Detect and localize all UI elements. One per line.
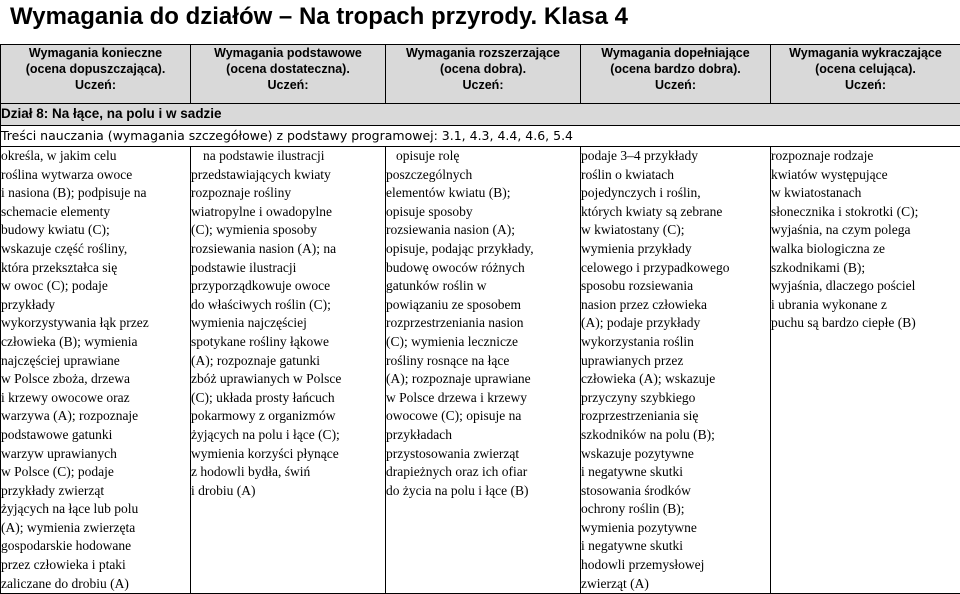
requirement-line: w Polsce zboża, drzewa (1, 370, 190, 389)
requirement-line: do właściwych roślin (C); (191, 296, 385, 315)
requirement-line: która przekształca się (1, 259, 190, 278)
requirement-line: podaje 3–4 przykłady (581, 147, 770, 166)
requirement-line: wymienia najczęściej (191, 314, 385, 333)
header-cell-wykraczajace (771, 45, 960, 104)
curriculum-text: Treści nauczania (wymagania szczegółowe) z podstawy programowej: 3.1, 4.3, 4.4, 4.6, 5.4 (1, 126, 960, 147)
requirement-line: gospodarskie hodowane (1, 537, 190, 556)
requirement-line: z hodowli bydła, świń (191, 463, 385, 482)
requirement-line: roślina wytwarza owoce (1, 166, 190, 185)
requirement-line: przystosowania zwierząt (386, 445, 580, 464)
requirement-line: szkodnikami (B); (771, 259, 960, 278)
header-grade: (ocena dopuszczająca). (1, 61, 190, 77)
requirement-line: wyjaśnia, dlaczego pościel (771, 277, 960, 296)
requirement-line: (A); wymienia zwierzęta (1, 519, 190, 538)
requirement-line: w kwiatostany (C); (581, 221, 770, 240)
header-student: Uczeń: (771, 77, 960, 93)
requirement-line: przedstawiających kwiaty (191, 166, 385, 185)
requirements-cell-wykraczajace (771, 147, 960, 594)
requirement-line: zaliczane do drobiu (A) (1, 575, 190, 594)
requirement-line: (C); układa prosty łańcuch (191, 389, 385, 408)
requirement-line: kwiatów występujące (771, 166, 960, 185)
requirement-line: przez człowieka i ptaki (1, 556, 190, 575)
header-cell-podstawowe (191, 45, 386, 104)
requirement-line: owocowe (C); opisuje na (386, 407, 580, 426)
requirement-line: wskazuje pozytywne (581, 445, 770, 464)
requirement-line: celowego i przypadkowego (581, 259, 770, 278)
requirement-line: uprawianych przez (581, 352, 770, 371)
requirements-cell-konieczne (1, 147, 191, 594)
requirements-cell-podstawowe (191, 147, 386, 594)
header-grade: (ocena dostateczna). (191, 61, 385, 77)
requirement-line: opisuje, podając przykłady, (386, 240, 580, 259)
header-cell-dopelniajace (581, 45, 771, 104)
requirement-line: w owoc (C); podaje (1, 277, 190, 296)
requirement-line: pojedynczych i roślin, (581, 184, 770, 203)
requirement-line: (A); rozpoznaje gatunki (191, 352, 385, 371)
requirements-cell-rozszerzajace (386, 147, 581, 594)
requirement-line: ochrony roślin (B); (581, 500, 770, 519)
requirement-line: określa, w jakim celu (1, 147, 190, 166)
requirement-line: na podstawie ilustracji (203, 147, 385, 166)
requirement-line: (A); rozpoznaje uprawiane (386, 370, 580, 389)
requirement-line: szkodników na polu (B); (581, 426, 770, 445)
requirement-line: spotykane rośliny łąkowe (191, 333, 385, 352)
requirement-line: drapieżnych oraz ich ofiar (386, 463, 580, 482)
requirements-table (0, 44, 960, 594)
requirement-line: i negatywne skutki (581, 537, 770, 556)
requirements-cell-dopelniajace (581, 147, 771, 594)
requirement-line: i drobiu (A) (191, 482, 385, 501)
requirement-line: i negatywne skutki (581, 463, 770, 482)
section-row (1, 104, 960, 126)
header-cell-rozszerzajace (386, 45, 581, 104)
requirement-line: przykładach (386, 426, 580, 445)
requirement-line: (C); wymienia sposoby (191, 221, 385, 240)
header-student: Uczeń: (581, 77, 770, 93)
requirement-line: przyporządkowuje owoce (191, 277, 385, 296)
header-row (1, 45, 960, 104)
requirement-line: roślin o kwiatach (581, 166, 770, 185)
requirements-row (1, 147, 960, 594)
requirement-line: powiązaniu ze sposobem (386, 296, 580, 315)
requirement-line: warzywa (A); rozpoznaje (1, 407, 190, 426)
requirement-line: do życia na polu i łące (B) (386, 482, 580, 501)
requirement-line: których kwiaty są zebrane (581, 203, 770, 222)
requirement-line: opisuje sposoby (386, 203, 580, 222)
header-level: Wymagania rozszerzające (386, 45, 580, 61)
requirement-line: rozprzestrzeniania się (581, 407, 770, 426)
requirement-line: wymienia przykłady (581, 240, 770, 259)
header-level: Wymagania konieczne (1, 45, 190, 61)
requirement-line: rośliny rosnące na łące (386, 352, 580, 371)
requirement-line: człowieka (A); wskazuje (581, 370, 770, 389)
header-level: Wymagania dopełniające (581, 45, 770, 61)
header-student: Uczeń: (191, 77, 385, 93)
requirement-line: i krzewy owocowe oraz (1, 389, 190, 408)
requirement-line: w Polsce drzewa i krzewy (386, 389, 580, 408)
requirement-line: wymienia pozytywne (581, 519, 770, 538)
requirement-line: i nasiona (B); podpisuje na (1, 184, 190, 203)
header-level: Wymagania wykraczające (771, 45, 960, 61)
requirement-line: wiatropylne i owadopylne (191, 203, 385, 222)
requirement-line: rozsiewania nasion (A); (386, 221, 580, 240)
requirement-line: hodowli przemysłowej (581, 556, 770, 575)
requirement-line: w Polsce (C); podaje (1, 463, 190, 482)
requirement-line: przyczyny szybkiego (581, 389, 770, 408)
requirement-line: zwierząt (A) (581, 575, 770, 594)
requirement-line: rozpoznaje rośliny (191, 184, 385, 203)
requirement-line: przykłady (1, 296, 190, 315)
requirement-line: elementów kwiatu (B); (386, 184, 580, 203)
page-title: Wymagania do działów – Na tropach przyrody. Klasa 4 (10, 2, 628, 32)
section-title: Dział 8: Na łące, na polu i w sadzie (1, 104, 960, 126)
requirement-line: podstawie ilustracji (191, 259, 385, 278)
requirement-line: puchu są bardzo ciepłe (B) (771, 314, 960, 333)
requirement-line: pokarmowy z organizmów (191, 407, 385, 426)
requirement-line: nasion przez człowieka (581, 296, 770, 315)
requirement-line: wymienia korzyści płynące (191, 445, 385, 464)
requirement-line: poszczególnych (386, 166, 580, 185)
requirement-line: gatunków roślin w (386, 277, 580, 296)
requirement-line: wykorzystywania łąk przez (1, 314, 190, 333)
requirement-line: przykłady zwierząt (1, 482, 190, 501)
requirement-line: sposobu rozsiewania (581, 277, 770, 296)
requirement-line: warzyw uprawianych (1, 445, 190, 464)
requirement-line: schemacie elementy (1, 203, 190, 222)
requirement-line: wskazuje część rośliny, (1, 240, 190, 259)
header-grade: (ocena bardzo dobra). (581, 61, 770, 77)
requirement-line: stosowania środków (581, 482, 770, 501)
requirement-line: wykorzystania roślin (581, 333, 770, 352)
requirement-line: w kwiatostanach (771, 184, 960, 203)
requirement-line: wyjaśnia, na czym polega (771, 221, 960, 240)
requirement-line: (A); podaje przykłady (581, 314, 770, 333)
requirement-line: żyjących na łące lub polu (1, 500, 190, 519)
header-student: Uczeń: (1, 77, 190, 93)
requirement-line: walka biologiczna ze (771, 240, 960, 259)
requirement-line: rozpoznaje rodzaje (771, 147, 960, 166)
requirement-line: rozsiewania nasion (A); na (191, 240, 385, 259)
requirement-line: słonecznika i stokrotki (C); (771, 203, 960, 222)
header-level: Wymagania podstawowe (191, 45, 385, 61)
requirement-line: rozprzestrzeniania nasion (386, 314, 580, 333)
requirement-line: budowy kwiatu (C); (1, 221, 190, 240)
header-student: Uczeń: (386, 77, 580, 93)
header-grade: (ocena dobra). (386, 61, 580, 77)
requirement-line: i ubrania wykonane z (771, 296, 960, 315)
requirement-line: podstawowe gatunki (1, 426, 190, 445)
requirement-line: żyjących na polu i łące (C); (191, 426, 385, 445)
requirement-line: budowę owoców różnych (386, 259, 580, 278)
requirement-line: najczęściej uprawiane (1, 352, 190, 371)
header-cell-konieczne (1, 45, 191, 104)
requirement-line: zbóż uprawianych w Polsce (191, 370, 385, 389)
requirement-line: człowieka (B); wymienia (1, 333, 190, 352)
header-grade: (ocena celująca). (771, 61, 960, 77)
curriculum-row (1, 126, 960, 147)
requirement-line: (C); wymienia lecznicze (386, 333, 580, 352)
requirement-line: opisuje rolę (396, 147, 580, 166)
